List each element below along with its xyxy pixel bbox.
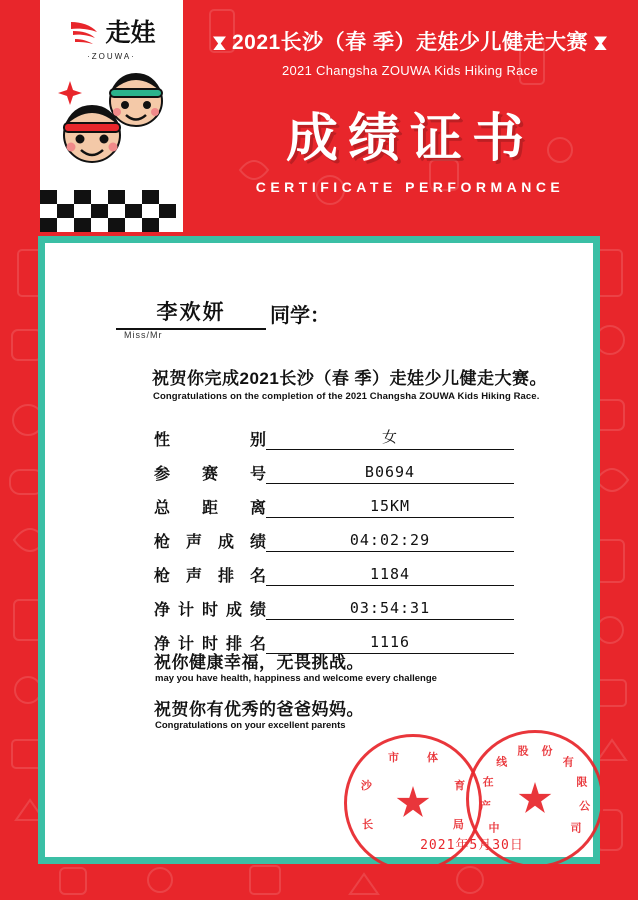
result-field-label: 净 计 时 成 绩 [154, 602, 266, 619]
seal-character: 中 [488, 822, 500, 835]
checker-flag-strip [40, 190, 183, 232]
result-field-row [154, 590, 514, 620]
result-field-row [154, 522, 514, 552]
result-field-value: 女 [266, 426, 514, 450]
result-field-value: 04:02:29 [266, 531, 514, 552]
seal-character: 体 [427, 751, 439, 764]
certificate-title-en: CERTIFICATE PERFORMANCE [255, 179, 565, 195]
recipient-label-en: Miss/Mr [124, 330, 163, 340]
recipient-suffix: 同学： [270, 305, 330, 327]
result-field-label: 性 别 [154, 432, 266, 449]
seal-character: 在 [482, 776, 494, 789]
two-kids-mascot-icon [52, 65, 172, 169]
logo-box [40, 0, 183, 190]
result-field-value: 1184 [266, 565, 514, 586]
congrats-text-en: Congratulations on the completion of the 2021 Changsha ZOUWA Kids Hiking Race. [153, 391, 540, 402]
seal-character: 股 [517, 745, 529, 758]
seal-character: 司 [570, 822, 582, 835]
logo-wordmark: 走娃 [105, 18, 156, 47]
seal-character: 限 [576, 776, 588, 789]
logo-lockup [67, 16, 155, 50]
certificate-title-cn: 成绩证书 [285, 110, 534, 168]
result-field-value: 15KM [266, 497, 514, 518]
certificate-card [38, 236, 600, 864]
logo-subtext: ·ZOUWA· [87, 52, 136, 61]
seal-character: 份 [541, 745, 553, 758]
race-title-cn: 2021长沙（春 季）走娃少儿健走大赛 [200, 26, 620, 56]
result-field-label: 参 赛 号 [154, 466, 266, 483]
result-field-value: 1116 [266, 633, 514, 654]
zouwa-swoosh-icon [67, 16, 101, 50]
seal-character: 市 [387, 751, 399, 764]
result-field-row [154, 556, 514, 586]
seal-character: 公 [579, 800, 591, 813]
race-title-en: 2021 Changsha ZOUWA Kids Hiking Race [282, 63, 538, 78]
result-field-label: 枪 声 排 名 [154, 568, 266, 585]
result-field-value: B0694 [266, 463, 514, 484]
result-fields [154, 420, 514, 658]
header-titles [200, 26, 620, 195]
result-field-value: 03:54:31 [266, 599, 514, 620]
congrats-text-cn: 祝贺你完成2021长沙（春 季）走娃少儿健走大赛。 [152, 369, 548, 388]
seal-character: 长 [362, 819, 374, 832]
result-field-row [154, 420, 514, 450]
result-field-label: 枪 声 成 绩 [154, 534, 266, 551]
result-field-label: 净 计 时 排 名 [154, 636, 266, 653]
result-field-row [154, 454, 514, 484]
seal-character: 产 [479, 800, 491, 813]
seal-character: 有 [562, 756, 574, 769]
recipient-line [116, 296, 330, 330]
seal-character: 沙 [360, 780, 372, 793]
wish-2-en: Congratulations on your excellent parents [155, 720, 346, 731]
wish-2-cn: 祝贺你有优秀的爸爸妈妈。 [154, 700, 364, 719]
result-field-label: 总 距 离 [154, 500, 266, 517]
flag-icon-left [213, 36, 226, 50]
recipient-name: 李欢妍 [116, 296, 266, 330]
seal-character: 育 [454, 780, 466, 793]
certificate-card-inner [54, 252, 591, 853]
wish-1-en: may you have health, happiness and welcome every challenge [155, 673, 437, 684]
seal-character: 线 [496, 756, 508, 769]
seal-character: 局 [452, 819, 464, 832]
result-field-row [154, 488, 514, 518]
flag-icon-right [594, 36, 607, 50]
header [0, 0, 638, 232]
wish-1-cn: 祝你健康幸福，无畏挑战。 [154, 653, 364, 672]
seal-date: 2021年5月30日 [420, 838, 524, 853]
